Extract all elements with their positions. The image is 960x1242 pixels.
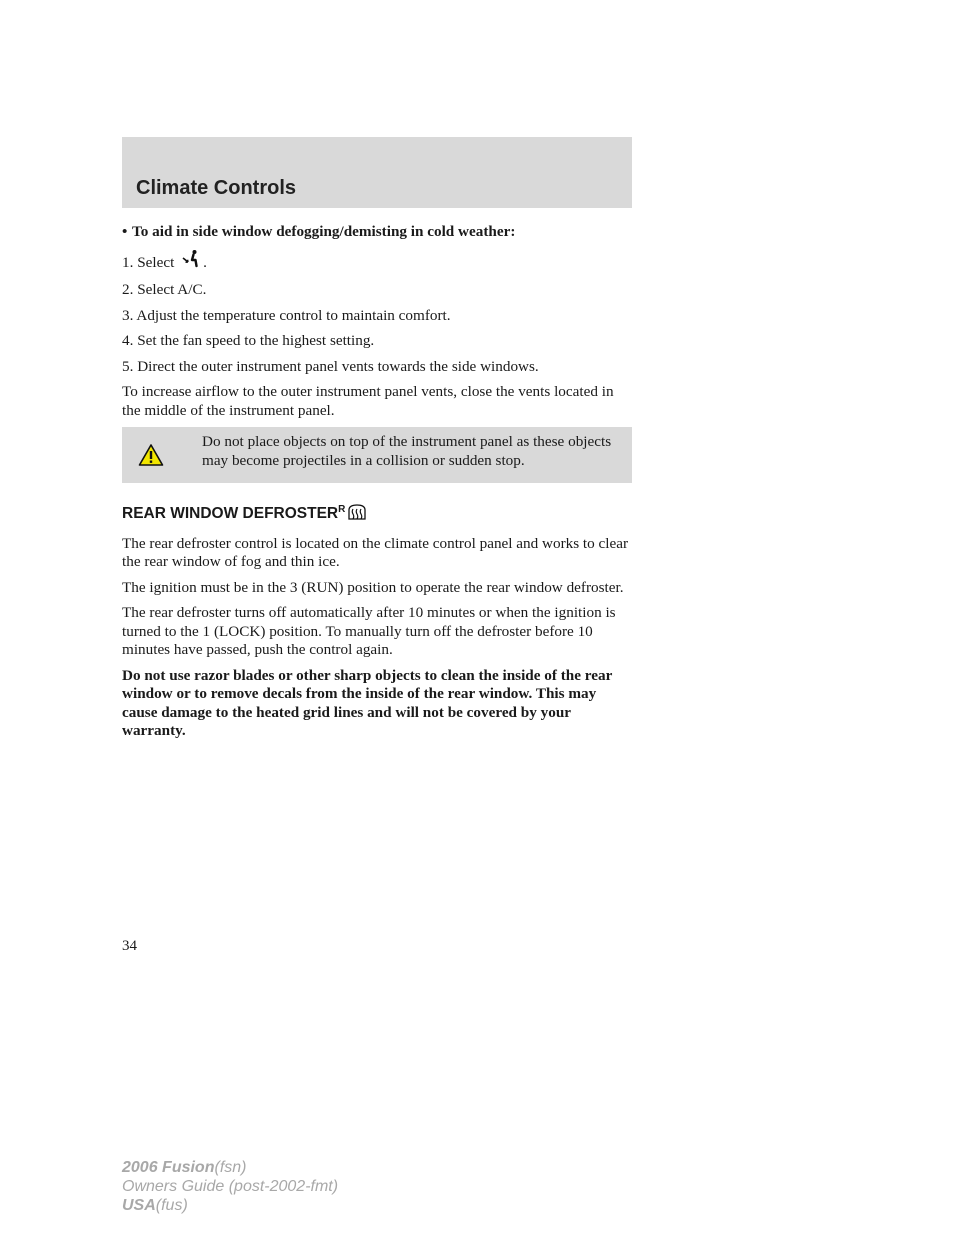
footer-market: USA [122,1197,156,1214]
step-5: 5. Direct the outer instrument panel vents towards the side windows. [122,357,539,375]
step-1-suffix: . [203,253,207,271]
rear-defroster-heading-text: REAR WINDOW DEFROSTER [122,505,339,523]
defroster-paragraph-1: The rear defroster control is located on the climate control panel and works to clear the rear window of fog and thin ice. [122,534,629,571]
footer-model: 2006 Fusion [122,1159,215,1176]
step-1-prefix: 1. Select [122,253,175,271]
warning-triangle-icon [138,443,164,473]
step-4: 4. Set the fan speed to the highest setting. [122,332,375,349]
defroster-paragraph-3: The rear defroster turns off automatically after 10 minutes or when the ignition is turned to the 1 (LOCK) position. To manually turn off the defroster before 10 minutes have passed, push the control again. [122,604,616,659]
bullet-heading: To aid in side window defogging/demisting in cold weather: [132,223,516,240]
floor-defrost-mode-icon [181,249,201,275]
footer-line-2: Owners Guide (post-2002-fmt) [122,1178,339,1195]
page-content [122,223,632,741]
step-3: 3. Adjust the temperature control to maintain comfort. [122,306,451,324]
defroster-caution: Do not use razor blades or other sharp objects to clean the inside of the rear window or to remove decals from the inside of the rear window. This may cause damage to the heated grid lines and will not be covered by your warranty. [122,666,613,740]
footer-line-1 [122,1158,338,1177]
defroster-paragraph-2: The ignition must be in the 3 (RUN) position to operate the rear window defroster. [122,578,624,596]
step-1 [122,249,632,275]
bullet-dot: • [122,223,128,240]
footer-line-3 [122,1196,338,1215]
section-header [122,137,632,208]
document-footer [122,1158,338,1215]
rear-defroster-heading [122,501,632,526]
heading-superscript: R [338,504,346,515]
rear-defroster-icon [348,504,366,526]
section-title: Climate Controls [136,177,297,199]
page-number: 34 [122,938,137,954]
airflow-note: To increase airflow to the outer instrument panel vents, close the vents located in the middle of the instrument panel. [122,383,614,419]
footer-market-code: (fus) [155,1197,188,1214]
warning-box [122,427,632,483]
bullet-item [122,223,632,242]
footer-model-code: (fsn) [214,1159,247,1176]
step-2: 2. Select A/C. [122,281,207,298]
warning-text: Do not place objects on top of the instrument panel as these objects may become projectiles in a collision or sudden stop. [202,433,612,469]
